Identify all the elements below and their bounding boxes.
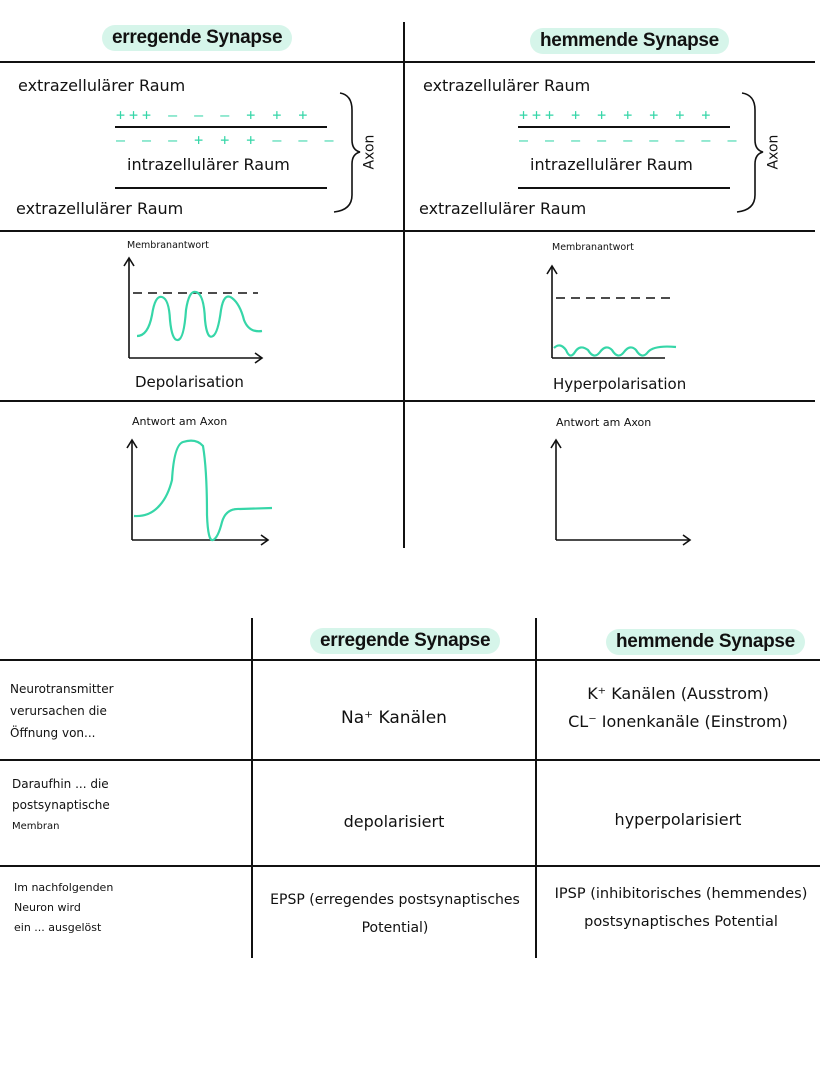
row1-label-line: verursachen die (10, 704, 107, 718)
table-header-erregend: erregende Synapse (310, 628, 500, 654)
right-graph1-caption: Hyperpolarisation (553, 375, 687, 393)
row3-hemmend-line: postsynaptisches Potential (584, 914, 778, 930)
row2-label-line: postsynaptische (12, 798, 110, 812)
row1-label-line: Neurotransmitter (10, 682, 114, 696)
left-inner-label: intrazellulärer Raum (127, 155, 290, 174)
row1-hemmend-line: K⁺ Kanälen (Ausstrom) (587, 684, 769, 703)
row3-erregend (258, 886, 532, 942)
row3-hemmend-line: IPSP (inhibitorisches (hemmendes) (554, 886, 808, 902)
row2-label-line: Daraufhin ... die (12, 777, 109, 791)
right-outer-top-label: extrazellulärer Raum (423, 76, 591, 95)
row2-erregend: depolarisiert (343, 812, 445, 831)
left-top-title: erregende Synapse (102, 25, 292, 51)
row1-label-line: Öffnung von... (10, 726, 96, 740)
right-graph1-ylabel: Membranantwort (552, 242, 634, 253)
right-bottom-charges: – – – – – – – – – (519, 131, 741, 149)
row2-hemmend: hyperpolarisiert (614, 810, 742, 829)
right-axon-label: Axon (765, 134, 782, 170)
left-graph1-ylabel: Membranantwort (127, 240, 209, 251)
row2-label (12, 774, 110, 837)
right-top-title: hemmende Synapse (530, 28, 729, 54)
row3-label-line: Im nachfolgenden (14, 881, 114, 894)
left-axon-label: Axon (361, 134, 378, 170)
left-bottom-charges: – – – + + + – – – (116, 131, 338, 149)
right-inner-label: intrazellulärer Raum (530, 155, 693, 174)
table-header-hemmend: hemmende Synapse (606, 629, 805, 655)
left-outer-top-label: extrazellulärer Raum (18, 76, 186, 95)
left-graph2-ylabel: Antwort am Axon (132, 415, 228, 428)
row2-label-line: Membran (12, 821, 60, 832)
row3-label-line: Neuron wird (14, 901, 81, 914)
row3-hemmend (542, 880, 820, 936)
row3-erregend-line: EPSP (erregendes postsynaptisches (270, 892, 520, 908)
row1-hemmend (536, 680, 820, 736)
right-top-charges: +++ + + + + + + (519, 106, 715, 124)
right-outer-bottom-label: extrazellulärer Raum (419, 199, 587, 218)
row3-label (14, 878, 113, 938)
row1-hemmend-line: CL⁻ Ionenkanäle (Einstrom) (568, 712, 788, 731)
row1-label (10, 678, 114, 744)
left-graph1-caption: Depolarisation (135, 373, 244, 391)
left-outer-bottom-label: extrazellulärer Raum (16, 199, 184, 218)
row1-erregend: Na⁺ Kanälen (341, 708, 447, 728)
row3-label-line: ein ... ausgelöst (14, 921, 102, 934)
left-top-charges: +++ – – – + + + (116, 106, 312, 124)
row3-erregend-line: Potential) (361, 920, 429, 936)
right-graph2-ylabel: Antwort am Axon (556, 416, 652, 429)
